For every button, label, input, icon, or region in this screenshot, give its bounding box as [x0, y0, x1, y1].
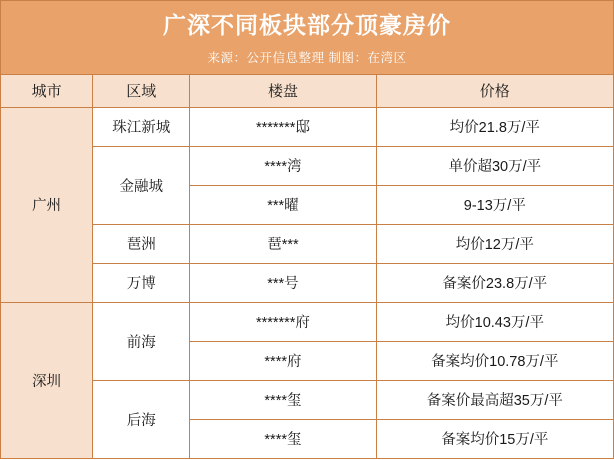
table-row — [1, 146, 614, 185]
cell-area: 万博 — [93, 263, 190, 302]
table-row — [1, 380, 614, 419]
table-row — [1, 224, 614, 263]
table-head — [1, 74, 614, 107]
cell-estate: ****湾 — [190, 146, 376, 185]
cell-city: 深圳 — [1, 302, 93, 458]
cell-price: 均价12万/平 — [376, 224, 613, 263]
table-row — [1, 107, 614, 146]
table-header-row — [1, 74, 614, 107]
cell-price: 9-13万/平 — [376, 185, 613, 224]
header-banner — [0, 0, 614, 74]
cell-city: 广州 — [1, 107, 93, 302]
cell-price: 备案均价15万/平 — [376, 419, 613, 458]
cell-price: 均价21.8万/平 — [376, 107, 613, 146]
cell-area: 金融城 — [93, 146, 190, 224]
column-header-estate: 楼盘 — [190, 74, 376, 107]
cell-estate: ***曜 — [190, 185, 376, 224]
cell-estate: 琶*** — [190, 224, 376, 263]
cell-price: 备案价23.8万/平 — [376, 263, 613, 302]
cell-price: 备案价最高超35万/平 — [376, 380, 613, 419]
cell-estate: *******邸 — [190, 107, 376, 146]
price-table — [0, 74, 614, 459]
page-title: 广深不同板块部分顶豪房价 — [163, 12, 451, 38]
cell-price: 均价10.43万/平 — [376, 302, 613, 341]
column-header-area: 区域 — [93, 74, 190, 107]
cell-estate: *******府 — [190, 302, 376, 341]
cell-area: 珠江新城 — [93, 107, 190, 146]
column-header-city: 城市 — [1, 74, 93, 107]
cell-price: 单价超30万/平 — [376, 146, 613, 185]
cell-area: 后海 — [93, 380, 190, 458]
cell-estate: ****府 — [190, 341, 376, 380]
cell-price: 备案均价10.78万/平 — [376, 341, 613, 380]
page-subtitle: 来源：公开信息整理 制图：在湾区 — [207, 50, 407, 65]
column-header-price: 价格 — [376, 74, 613, 107]
cell-area: 琶洲 — [93, 224, 190, 263]
table-row — [1, 263, 614, 302]
cell-estate: ****玺 — [190, 380, 376, 419]
table-row — [1, 302, 614, 341]
cell-estate: ****玺 — [190, 419, 376, 458]
table-body — [1, 107, 614, 458]
cell-estate: ***号 — [190, 263, 376, 302]
cell-area: 前海 — [93, 302, 190, 380]
